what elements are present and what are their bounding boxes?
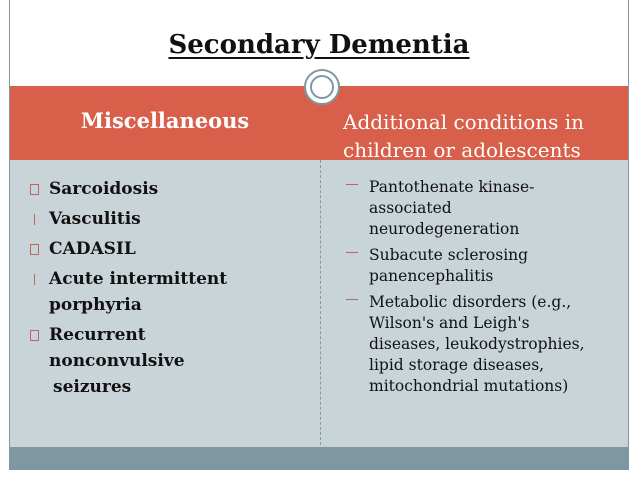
item-text-continued: seizures <box>53 377 132 397</box>
list-item <box>30 322 310 400</box>
list-item <box>346 292 621 397</box>
item-text-continued: lipid storage diseases, <box>369 356 545 374</box>
item-text: CADASIL <box>49 239 136 259</box>
slide-title <box>10 30 628 60</box>
left-list <box>30 176 310 404</box>
item-text: Subacute sclerosing <box>369 246 529 264</box>
bullet-icon <box>30 244 39 255</box>
item-text-continued: panencephalitis <box>369 267 494 285</box>
item-text-continued: diseases, leukodystrophies, <box>369 335 585 353</box>
column-divider <box>320 160 321 445</box>
list-item <box>30 206 310 232</box>
bullet-icon <box>346 184 358 194</box>
bullet-icon <box>30 330 39 341</box>
bullet-icon <box>34 274 43 285</box>
item-text: Sarcoidosis <box>49 179 159 199</box>
item-text: Pantothenate kinase- <box>369 178 535 196</box>
item-text-continued: Wilson's and Leigh's <box>369 314 530 332</box>
item-text-continued: mitochondrial mutations) <box>369 377 569 395</box>
item-text-continued: porphyria <box>49 295 142 315</box>
header-left: Miscellaneous <box>80 108 250 133</box>
bullet-icon <box>34 214 43 225</box>
header-right: Additional conditions in children or adolescents <box>343 110 585 162</box>
item-text-continued: neurodegeneration <box>369 220 520 238</box>
list-item <box>30 266 310 318</box>
circle-ornament-icon <box>304 69 340 105</box>
list-item <box>30 176 310 202</box>
slide <box>9 0 629 470</box>
right-list <box>346 177 621 402</box>
list-item <box>346 177 621 240</box>
item-text-continued: associated <box>369 199 452 217</box>
item-text-continued: nonconvulsive <box>49 351 185 371</box>
item-text: Acute intermittent <box>49 269 228 289</box>
bullet-icon <box>30 184 39 195</box>
footer-band <box>10 447 628 469</box>
title-text: Secondary Dementia <box>168 30 470 60</box>
bullet-icon <box>346 299 358 309</box>
bullet-icon <box>346 252 358 262</box>
item-text: Recurrent <box>49 325 146 345</box>
item-text: Metabolic disorders (e.g., <box>369 293 572 311</box>
list-item <box>30 236 310 262</box>
item-text: Vasculitis <box>49 209 141 229</box>
list-item <box>346 245 621 287</box>
